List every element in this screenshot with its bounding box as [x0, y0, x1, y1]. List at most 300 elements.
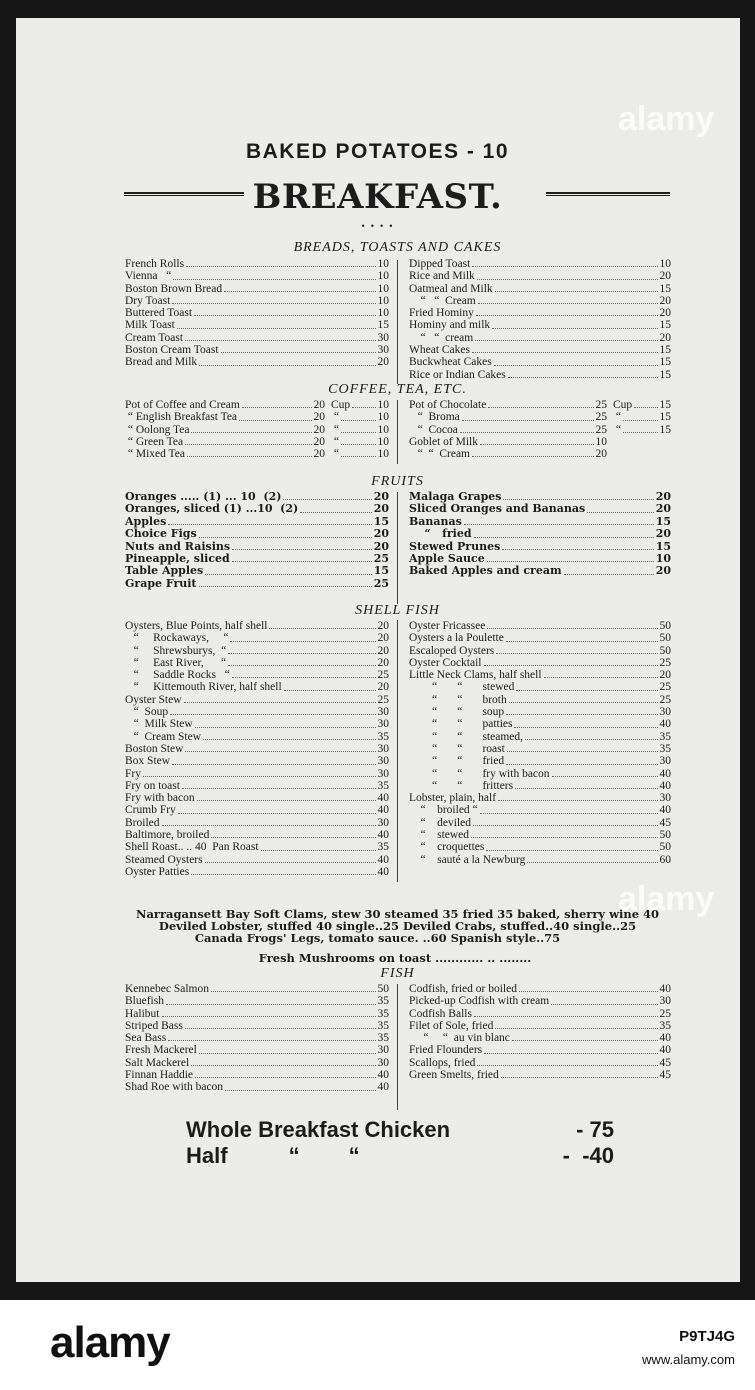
item-name: Bluefish: [125, 995, 164, 1008]
dot-leader: [495, 1020, 657, 1029]
dot-leader: [506, 706, 657, 715]
item-name: “ “ Cream: [409, 294, 476, 307]
item-name: “ Rockaways, “: [125, 632, 229, 645]
item-name: “ deviled: [409, 816, 471, 829]
item-name: Kennebec Salmon: [125, 983, 209, 995]
mushrooms-line: Fresh Mushrooms on toast ............ .. ........: [258, 951, 532, 965]
dot-leader: [143, 768, 376, 777]
dot-leader: [184, 694, 376, 703]
item-name: “ Oolong Tea: [125, 423, 190, 436]
column-divider: [397, 984, 398, 1110]
item-price: 40: [377, 853, 389, 866]
dot-leader: [199, 528, 372, 537]
item-name: Sliced Oranges and Bananas: [409, 502, 586, 516]
item-name: Shad Roe with bacon: [125, 1081, 224, 1094]
item-name: Halibut: [125, 1007, 160, 1020]
dot-leader: [341, 424, 376, 433]
item-name: Stewed Prunes: [409, 539, 501, 553]
item-price: 25: [659, 693, 671, 706]
item-name: Picked-up Codfish with cream: [409, 995, 550, 1008]
dot-leader: [464, 516, 654, 525]
menu-item: [409, 319, 671, 331]
dot-leader: [186, 258, 375, 267]
column-divider: [397, 492, 398, 604]
item-name: “ “ steamed,: [409, 730, 524, 743]
item-name: Oatmeal and Milk: [409, 282, 493, 295]
site-url: www.alamy.com: [642, 1352, 735, 1367]
menu-item: [125, 411, 389, 423]
item-name: Buckwheat Cakes: [409, 356, 492, 369]
item-name: Dipped Toast: [409, 258, 471, 270]
dot-leader: [503, 491, 653, 500]
alamy-logo: alamy: [50, 1318, 170, 1367]
menu-item: [409, 411, 671, 423]
dot-leader: [239, 411, 311, 420]
item-name: “ “ broth: [409, 693, 507, 706]
item-price: 35: [377, 779, 389, 792]
item-price: 20: [313, 399, 325, 411]
item-price: 45: [659, 1069, 671, 1082]
item-name: “ Broma: [409, 411, 460, 424]
item-price: 25: [377, 693, 389, 706]
cup-price: [613, 424, 671, 436]
menu-item: [125, 1020, 389, 1032]
dot-leader: [211, 983, 376, 992]
item-price: 10: [377, 282, 389, 295]
menu-item: [125, 645, 389, 657]
dot-leader: [178, 804, 376, 813]
item-price: 45: [659, 1056, 671, 1069]
item-price: 10: [377, 294, 389, 307]
item-price: 25: [373, 551, 389, 565]
item-price: 30: [377, 767, 389, 780]
section-heading-breads: BREADS, TOASTS AND CAKES: [293, 240, 502, 255]
item-price: 15: [659, 356, 671, 369]
menu-item: [409, 1044, 671, 1056]
shellfish-left: [125, 620, 389, 878]
item-name: “ “ cream: [409, 331, 474, 344]
item-price: 35: [377, 730, 389, 743]
item-price: 35: [377, 995, 389, 1008]
dot-leader: [182, 780, 376, 789]
dot-leader: [170, 706, 375, 715]
menu-item: [409, 528, 671, 540]
menu-item: [125, 448, 389, 460]
cup-value: 10: [377, 435, 389, 448]
item-price: 40: [377, 792, 389, 805]
cup-label: Cup: [331, 399, 351, 411]
menu-item: [125, 768, 389, 780]
dot-leader: [185, 436, 311, 445]
dot-leader: [228, 645, 375, 654]
cup-price: [331, 411, 389, 423]
menu-item: [125, 632, 389, 644]
item-name: Oysters, Blue Points, half shell: [125, 620, 268, 632]
dot-leader: [341, 411, 376, 420]
item-price: 20: [313, 423, 325, 436]
item-name: Boston Stew: [125, 742, 184, 755]
menu-item: [125, 319, 389, 331]
dot-leader: [474, 1008, 658, 1017]
dot-leader: [199, 356, 375, 365]
item-price: 25: [595, 423, 607, 436]
menu-item: [409, 283, 671, 295]
item-name: “ Mixed Tea: [125, 448, 185, 461]
item-price: 40: [659, 767, 671, 780]
item-price: 20: [377, 656, 389, 669]
section-heading-fish: FISH: [380, 966, 415, 981]
dot-leader: [487, 553, 654, 562]
dot-leader: [168, 1032, 375, 1041]
item-name: Dry Toast: [125, 294, 171, 307]
item-price: 10: [377, 307, 389, 320]
item-name: “ croquettes: [409, 841, 485, 854]
menu-item: [409, 792, 671, 804]
item-price: 20: [659, 270, 671, 283]
item-price: 30: [377, 755, 389, 768]
dot-leader: [269, 620, 375, 629]
item-name: Scallops, fried: [409, 1056, 476, 1069]
item-name: Goblet of Milk: [409, 435, 478, 448]
item-name: “ “ patties: [409, 718, 513, 731]
menu-item: [409, 817, 671, 829]
dot-leader: [472, 448, 594, 457]
item-price: 40: [659, 1044, 671, 1057]
item-price: 20: [377, 681, 389, 694]
menu-item: [125, 344, 389, 356]
menu-item: [125, 866, 389, 878]
item-price: 20: [377, 644, 389, 657]
column-divider: [397, 620, 398, 882]
item-price: 40: [659, 718, 671, 731]
item-name: Salt Mackerel: [125, 1056, 190, 1069]
item-price: 20: [373, 502, 389, 516]
item-price: 45: [659, 816, 671, 829]
dot-leader: [509, 694, 658, 703]
menu-item: [125, 817, 389, 829]
item-name: “ “ fry with bacon: [409, 767, 550, 780]
item-name: “ stewed: [409, 829, 470, 842]
menu-item: [409, 657, 671, 669]
cup-value: 10: [377, 448, 389, 461]
cup-price: [613, 411, 671, 423]
item-name: Pineapple, sliced: [125, 551, 230, 565]
menu-item: [125, 1081, 389, 1093]
watermark: alamy: [618, 100, 715, 138]
item-price: 50: [659, 644, 671, 657]
dot-leader: [230, 632, 375, 641]
item-name: Malaga Grapes: [409, 490, 502, 503]
menu-item: [125, 1057, 389, 1069]
item-price: 30: [377, 344, 389, 357]
cup-value: 10: [377, 411, 389, 424]
item-price: 15: [655, 514, 671, 528]
item-price: 20: [655, 527, 671, 541]
item-name: “ Cocoa: [409, 423, 458, 436]
item-price: 20: [655, 490, 671, 503]
item-name: Whole Breakfast Chicken: [186, 1117, 451, 1142]
cup-value: 15: [659, 411, 671, 424]
dot-leader: [191, 1057, 375, 1066]
menu-item: [409, 369, 671, 381]
dot-leader: [162, 817, 376, 826]
menu-item: [125, 841, 389, 853]
dot-leader: [228, 657, 375, 666]
menu-item: [125, 356, 389, 368]
watermark: alamy: [618, 880, 715, 918]
item-name: Lobster, plain, half: [409, 792, 497, 805]
item-name: French Rolls: [125, 258, 185, 270]
column-divider: [397, 400, 398, 464]
dot-leader: [283, 491, 371, 500]
menu-item: [409, 448, 671, 460]
item-price: 40: [377, 865, 389, 878]
item-name: Half “ “: [186, 1143, 360, 1168]
item-price: 40: [377, 1069, 389, 1082]
cup-price: [613, 436, 671, 448]
dot-leader: [507, 743, 658, 752]
menu-item: [409, 768, 671, 780]
menu-item: [409, 399, 671, 411]
dot-leader: [224, 283, 375, 292]
dot-leader: [185, 1020, 376, 1029]
dot-leader: [478, 295, 658, 304]
menu-item: [409, 841, 671, 853]
breads-right: [409, 258, 671, 381]
dot-leader: [232, 669, 376, 678]
menu-item: [125, 743, 389, 755]
item-price: 20: [659, 331, 671, 344]
item-price: 35: [377, 1007, 389, 1020]
item-name: Oranges, sliced (1) ...10 (2): [125, 502, 299, 516]
menu-item: [409, 436, 671, 448]
item-price: 15: [659, 282, 671, 295]
item-name: Oyster Stew: [125, 693, 182, 706]
menu-item: [125, 424, 389, 436]
dot-leader: [472, 344, 658, 353]
item-price: 25: [373, 576, 389, 590]
item-price: 15: [659, 344, 671, 357]
dot-leader: [195, 1069, 375, 1078]
item-price: 15: [659, 319, 671, 332]
menu-item: [409, 565, 671, 577]
menu-item: [409, 780, 671, 792]
item-price: 30: [377, 1044, 389, 1057]
dot-leader: [194, 307, 375, 316]
item-price: 30: [377, 718, 389, 731]
item-name: Boston Cream Toast: [125, 344, 219, 357]
menu-item: [409, 332, 671, 344]
dot-leader: [475, 332, 657, 341]
dot-leader: [515, 780, 657, 789]
dot-leader: [185, 743, 375, 752]
dot-leader: [225, 1081, 375, 1090]
item-price: 30: [377, 1056, 389, 1069]
dot-leader: [519, 983, 658, 992]
fish-right: [409, 983, 671, 1081]
menu-item: [125, 780, 389, 792]
item-name: “ English Breakfast Tea: [125, 411, 238, 424]
menu-item: [125, 718, 389, 730]
dot-leader: [477, 1057, 657, 1066]
item-name: Pot of Coffee and Cream: [125, 399, 240, 411]
menu-item: [409, 632, 671, 644]
item-price: 40: [377, 829, 389, 842]
item-name: “ Milk Stew: [125, 718, 193, 731]
menu-item: [409, 424, 671, 436]
item-price: 25: [659, 1007, 671, 1020]
dot-leader: [191, 424, 311, 433]
menu-item: [125, 995, 389, 1007]
item-name: “ East River, “: [125, 656, 227, 669]
item-name: Little Neck Clams, half shell: [409, 669, 542, 682]
item-name: Shell Roast.. .. 40 Pan Roast: [125, 841, 259, 854]
section-heading-coffee: COFFEE, TEA, ETC.: [328, 382, 467, 397]
menu-item: [409, 295, 671, 307]
menu-item: [125, 1032, 389, 1044]
item-name: Buttered Toast: [125, 307, 193, 320]
item-name: Oysters a la Poulette: [409, 632, 504, 645]
dot-leader: [205, 854, 376, 863]
dot-leader: [494, 356, 658, 365]
item-name: Apples: [125, 514, 167, 528]
item-name: “ Green Tea: [125, 435, 184, 448]
item-price: 25: [659, 656, 671, 669]
dot-leader: [634, 399, 657, 408]
dot-leader: [502, 541, 653, 550]
item-price: 40: [377, 804, 389, 817]
item-name: Sea Bass: [125, 1032, 167, 1045]
menu-item: [125, 528, 389, 540]
dot-leader: [232, 553, 372, 562]
item-name: Rice or Indian Cakes: [409, 368, 506, 381]
item-name: Baked Apples and cream: [409, 564, 562, 578]
menu-item: [409, 270, 671, 282]
item-name: Wheat Cakes: [409, 344, 470, 357]
menu-item: [125, 620, 389, 632]
item-name: Bananas: [409, 514, 462, 528]
item-price: 50: [659, 620, 671, 632]
menu-item: [409, 1020, 671, 1032]
item-name: Escaloped Oysters: [409, 644, 495, 657]
menu-item: [409, 307, 671, 319]
dot-leader: [477, 270, 658, 279]
dot-leader: [484, 657, 658, 666]
item-price: 10: [659, 258, 671, 270]
dot-leader: [185, 332, 375, 341]
item-price: 40: [659, 1032, 671, 1045]
item-name: Striped Bass: [125, 1019, 183, 1032]
item-price: 30: [377, 706, 389, 719]
item-price: 15: [655, 539, 671, 553]
item-name: Apple Sauce: [409, 551, 485, 565]
menu-item: [125, 258, 389, 270]
dot-leader: [486, 841, 657, 850]
dot-leader: [544, 669, 658, 678]
item-price: 30: [659, 755, 671, 768]
cup-value: 15: [659, 399, 671, 411]
cup-price: [613, 399, 671, 411]
menu-item: [409, 731, 671, 743]
item-price: 10: [655, 551, 671, 565]
item-name: “ “ roast: [409, 742, 505, 755]
item-name: Steamed Oysters: [125, 853, 203, 866]
item-price: 20: [377, 620, 389, 632]
item-name: Filet of Sole, fried: [409, 1019, 494, 1032]
menu-item: [125, 983, 389, 995]
dot-leader: [341, 436, 376, 445]
item-price: 20: [595, 448, 607, 461]
special-line: Narragansett Bay Soft Clams, stew 30 steamed 35 fried 35 baked, sherry wine 40: [135, 907, 660, 921]
item-price: 20: [655, 564, 671, 578]
page-title: BREAKFAST.: [252, 177, 503, 217]
dot-leader: [496, 645, 657, 654]
dot-leader: [191, 866, 375, 875]
item-price: 20: [373, 490, 389, 503]
dot-leader: [551, 995, 657, 1004]
menu-item: [125, 1069, 389, 1081]
dot-leader: [173, 270, 375, 279]
menu-item: [409, 983, 671, 995]
section-heading-fruits: FRUITS: [371, 474, 424, 489]
menu-item: [409, 1069, 671, 1081]
item-price: 20: [659, 294, 671, 307]
menu-item: [125, 565, 389, 577]
item-name: “ “ Cream: [409, 448, 470, 461]
item-price: 30: [659, 995, 671, 1008]
item-price: 20: [655, 502, 671, 516]
item-price: 30: [659, 706, 671, 719]
cup-label: “: [613, 411, 621, 424]
menu-item: [125, 399, 389, 411]
item-name: Oyster Cocktail: [409, 656, 482, 669]
dot-leader: [471, 829, 657, 838]
column-divider: [397, 260, 398, 384]
item-name: Baltimore, broiled: [125, 829, 210, 842]
cup-label: “: [613, 423, 621, 436]
fish-left: [125, 983, 389, 1094]
item-price: 40: [377, 1081, 389, 1094]
menu-item: [125, 1044, 389, 1056]
menu-item: [409, 1032, 671, 1044]
dot-leader: [462, 411, 594, 420]
item-price: 35: [377, 841, 389, 854]
item-price: 20: [377, 632, 389, 645]
menu-item: [125, 854, 389, 866]
item-price: 50: [377, 983, 389, 995]
dot-leader: [473, 817, 658, 826]
dot-leader: [516, 681, 657, 690]
dot-leader: [197, 792, 376, 801]
menu-item: [409, 503, 671, 515]
cup-label: “: [331, 448, 339, 461]
item-price: 40: [659, 779, 671, 792]
item-price: 10: [595, 435, 607, 448]
dot-leader: [261, 841, 376, 850]
dot-leader: [341, 448, 376, 457]
menu-item: [125, 332, 389, 344]
item-name: Codfish, fried or boiled: [409, 983, 517, 995]
dot-leader: [587, 503, 653, 512]
dot-leader: [525, 731, 657, 740]
coffee-left: [125, 399, 389, 460]
item-name: Fresh Mackerel: [125, 1044, 197, 1057]
item-price: 35: [377, 1019, 389, 1032]
dot-leader: [623, 411, 658, 420]
cup-value: 10: [377, 399, 389, 411]
dot-leader: [177, 319, 376, 328]
item-price: 25: [377, 669, 389, 682]
